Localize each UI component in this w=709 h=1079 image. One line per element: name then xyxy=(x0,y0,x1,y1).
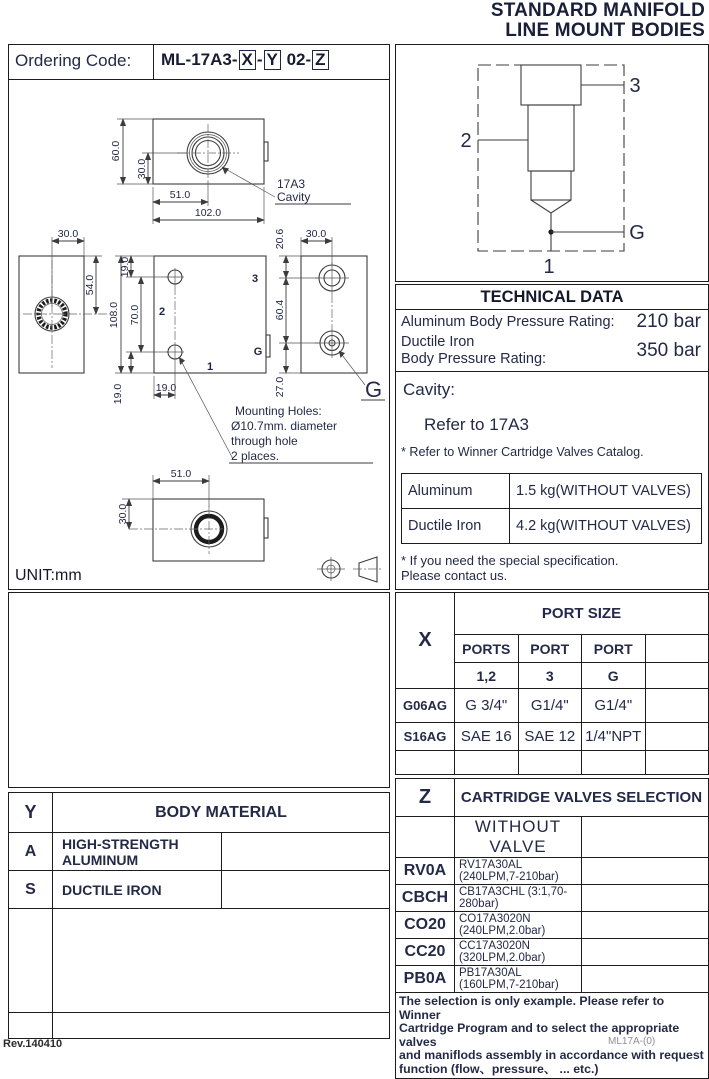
empty-cell xyxy=(455,751,519,775)
dim-30-top: 30.0 xyxy=(136,158,148,180)
cavity-schematic xyxy=(396,45,707,280)
dim-30-left: 30.0 xyxy=(57,228,79,240)
catalog-note: * Refer to Winner Cartridge Valves Catalog. xyxy=(401,445,644,459)
port-value: SAE 16 xyxy=(455,723,519,751)
dim-19-top: 19.0 xyxy=(119,256,131,278)
empty-cell xyxy=(582,751,646,775)
valve-code-co20: CO20 xyxy=(396,912,455,939)
table-row xyxy=(396,858,709,885)
front-port-3: 3 xyxy=(251,273,259,285)
ductile-pressure-label-line2: Body Pressure Rating: xyxy=(401,350,547,367)
unit-label: UNIT:mm xyxy=(15,567,82,584)
page-title-line2: LINE MOUNT BODIES xyxy=(505,20,705,41)
dim-108: 108.0 xyxy=(108,301,120,329)
valve-code-cc20: CC20 xyxy=(396,939,455,966)
ordering-divider xyxy=(153,45,154,79)
port-value: G1/4" xyxy=(518,689,582,723)
table-row xyxy=(9,1013,390,1039)
schematic-body xyxy=(478,65,624,251)
ductile-pressure-row xyxy=(396,333,708,367)
empty-cell xyxy=(582,966,709,993)
weight-material-aluminum: Aluminum xyxy=(402,474,510,509)
material-code-s: S xyxy=(9,871,53,909)
valve-code-pb0a: PB0A xyxy=(396,966,455,993)
table-row xyxy=(396,912,709,939)
ordering-code-row xyxy=(9,45,389,80)
schematic-panel xyxy=(395,44,709,282)
table-row xyxy=(9,871,390,909)
dim-30-bottom: 30.0 xyxy=(117,503,129,525)
dim-27: 27.0 xyxy=(274,376,286,398)
weight-value-ductile: 4.2 kg(WITHOUT VALVES) xyxy=(510,509,702,544)
empty-cell xyxy=(221,871,390,909)
mounting-note-line1: Mounting Holes: xyxy=(235,404,322,418)
col-sub-12: 1,2 xyxy=(455,663,519,689)
selection-note-line4: function (flow、pressure、 ... etc.) xyxy=(399,1061,599,1076)
weight-value-aluminum: 1.5 kg(WITHOUT VALVES) xyxy=(510,474,702,509)
front-port-g: G xyxy=(253,346,263,358)
table-row xyxy=(396,751,709,775)
aluminum-pressure-label: Aluminum Body Pressure Rating: xyxy=(401,313,615,330)
selection-note-line2: Cartridge Program and to select the appropriate valves xyxy=(399,1021,680,1049)
material-name-ductile: DUCTILE IRON xyxy=(53,871,222,909)
code-mid: 02- xyxy=(281,50,312,69)
z-code-header: Z xyxy=(396,779,455,817)
ordering-code-value xyxy=(161,50,330,70)
cavity-heading: Cavity: xyxy=(403,380,455,399)
port-size-table xyxy=(395,592,709,775)
port-value: 1/4"NPT xyxy=(582,723,646,751)
code-z-box: Z xyxy=(312,50,328,70)
empty-cell xyxy=(518,751,582,775)
schematic-port-3: 3 xyxy=(629,75,641,97)
mounting-note-line4: 2 places. xyxy=(231,449,280,463)
table-row xyxy=(402,474,702,509)
dim-51-top: 51.0 xyxy=(169,189,191,201)
dim-54: 54.0 xyxy=(84,274,96,296)
dim-60-4: 60.4 xyxy=(274,299,286,321)
table-row xyxy=(396,723,709,751)
table-row xyxy=(9,833,390,871)
material-code-a: A xyxy=(9,833,53,871)
top-view xyxy=(110,119,351,224)
port-code-g06ag: G06AG xyxy=(396,689,455,723)
empty-cell xyxy=(9,909,53,1013)
port-code-s16ag: S16AG xyxy=(396,723,455,751)
table-row xyxy=(396,993,709,1079)
cavity-reference: Refer to 17A3 xyxy=(424,415,529,434)
dim-19-bottom: 19.0 xyxy=(112,383,124,405)
empty-cell xyxy=(9,1013,53,1039)
empty-cell xyxy=(221,833,390,871)
dim-19-horiz: 19.0 xyxy=(155,382,177,394)
divider xyxy=(396,371,708,372)
empty-cell xyxy=(645,689,709,723)
table-row xyxy=(396,885,709,912)
selection-note-line1: The selection is only example. Please refer to Winner xyxy=(399,994,665,1022)
left-side-view xyxy=(19,228,110,373)
empty-box xyxy=(8,592,390,788)
technical-data-panel xyxy=(395,284,709,590)
table-row xyxy=(396,939,709,966)
dim-20-6: 20.6 xyxy=(274,228,286,250)
selection-note xyxy=(396,993,709,1079)
cavity-label-line1: 17A3 xyxy=(277,177,306,191)
dim-102: 102.0 xyxy=(194,207,222,219)
material-name-aluminum: HIGH-STRENGTH ALUMINUM xyxy=(53,833,222,871)
col-header-port3: PORT xyxy=(518,635,582,663)
dim-60: 60.0 xyxy=(110,140,122,162)
empty-cell xyxy=(53,909,390,1013)
weight-material-ductile: Ductile Iron xyxy=(402,509,510,544)
table-row xyxy=(396,779,709,817)
valve-desc: PB17A30AL (160LPM,7-210bar) xyxy=(455,966,582,993)
port-value: SAE 12 xyxy=(518,723,582,751)
drawing-panel xyxy=(8,44,390,590)
empty-cell xyxy=(396,751,455,775)
code-dash: - xyxy=(256,50,263,69)
revision-label: Rev.140410 xyxy=(3,1038,63,1050)
empty-cell xyxy=(645,723,709,751)
front-view xyxy=(108,256,373,463)
aluminum-pressure-value: 210 bar xyxy=(636,311,701,332)
body-material-title: BODY MATERIAL xyxy=(53,793,390,833)
y-code-header: Y xyxy=(9,793,53,833)
projection-symbol xyxy=(317,557,383,582)
empty-cell xyxy=(645,635,709,663)
table-row xyxy=(396,593,709,635)
empty-cell xyxy=(645,663,709,689)
empty-cell xyxy=(396,817,455,858)
code-prefix: ML-17A3- xyxy=(161,50,238,69)
front-port-2: 2 xyxy=(158,306,166,318)
table-row xyxy=(396,817,709,858)
cartridge-valves-table xyxy=(395,778,709,1079)
bottom-view xyxy=(117,468,268,561)
empty-cell xyxy=(582,885,709,912)
table-row xyxy=(402,509,702,544)
special-spec-note xyxy=(401,553,619,583)
col-header-portg: PORT xyxy=(582,635,646,663)
ordering-code-label: Ordering Code: xyxy=(15,51,132,70)
selection-note-line3: and maniflods assembly in accordance with request xyxy=(399,1048,704,1062)
col-sub-g: G xyxy=(582,663,646,689)
dim-30-right: 30.0 xyxy=(305,228,327,240)
page-title xyxy=(300,1,705,41)
code-y-box: Y xyxy=(264,50,281,70)
empty-cell xyxy=(582,939,709,966)
without-valve-cell: WITHOUT VALVE xyxy=(455,817,582,858)
code-x-box: X xyxy=(239,50,256,70)
ductile-pressure-value: 350 bar xyxy=(636,339,701,361)
front-port-1: 1 xyxy=(206,361,214,373)
valve-desc: CO17A3020N (240LPM,2.0bar) xyxy=(455,912,582,939)
g-port-callout: G xyxy=(365,377,383,402)
valve-desc: CB17A3CHL (3:1,70-280bar) xyxy=(455,885,582,912)
body-material-table xyxy=(8,792,390,1039)
schematic-port-g: G xyxy=(629,222,645,244)
dim-51-bottom: 51.0 xyxy=(170,468,192,480)
x-code-header: X xyxy=(396,593,455,689)
mounting-note-line3: through hole xyxy=(231,434,298,448)
ductile-pressure-label xyxy=(401,334,546,367)
valve-code-rv0a: RV0A xyxy=(396,858,455,885)
table-row xyxy=(396,966,709,993)
empty-cell xyxy=(582,858,709,885)
cavity-label-line2: Cavity xyxy=(277,190,311,204)
special-spec-note-line2: Please contact us. xyxy=(401,568,508,583)
ductile-pressure-label-line1: Ductile Iron xyxy=(401,334,475,350)
valve-code-cbch: CBCH xyxy=(396,885,455,912)
empty-cell xyxy=(582,912,709,939)
empty-cell xyxy=(645,751,709,775)
weight-table xyxy=(401,473,702,544)
table-row xyxy=(396,689,709,723)
valve-desc: CC17A3020N (320LPM,2.0bar) xyxy=(455,939,582,966)
port-value: G 3/4" xyxy=(455,689,519,723)
table-row xyxy=(9,909,390,1013)
col-sub-3: 3 xyxy=(518,663,582,689)
right-side-view xyxy=(274,228,385,402)
page-title-line1: STANDARD MANIFOLD xyxy=(490,0,705,21)
empty-cell xyxy=(53,1013,390,1039)
doc-code-label: ML17A-(0) xyxy=(608,1036,656,1047)
schematic-port-2: 2 xyxy=(460,130,472,152)
aluminum-pressure-row xyxy=(396,310,708,333)
cartridge-valves-title: CARTRIDGE VALVES SELECTION xyxy=(455,779,709,817)
special-spec-note-line1: * If you need the special specification. xyxy=(401,553,619,568)
port-value: G1/4" xyxy=(582,689,646,723)
col-header-ports: PORTS xyxy=(455,635,519,663)
table-row xyxy=(9,793,390,833)
dimension-drawing xyxy=(9,79,388,588)
dim-70: 70.0 xyxy=(129,304,141,326)
schematic-port-1: 1 xyxy=(543,256,555,278)
technical-data-title: TECHNICAL DATA xyxy=(396,285,708,310)
port-size-title: PORT SIZE xyxy=(455,593,709,635)
empty-cell xyxy=(582,817,709,858)
mounting-note-line2: Ø10.7mm. diameter xyxy=(231,419,338,433)
valve-desc: RV17A30AL (240LPM,7-210bar) xyxy=(455,858,582,885)
